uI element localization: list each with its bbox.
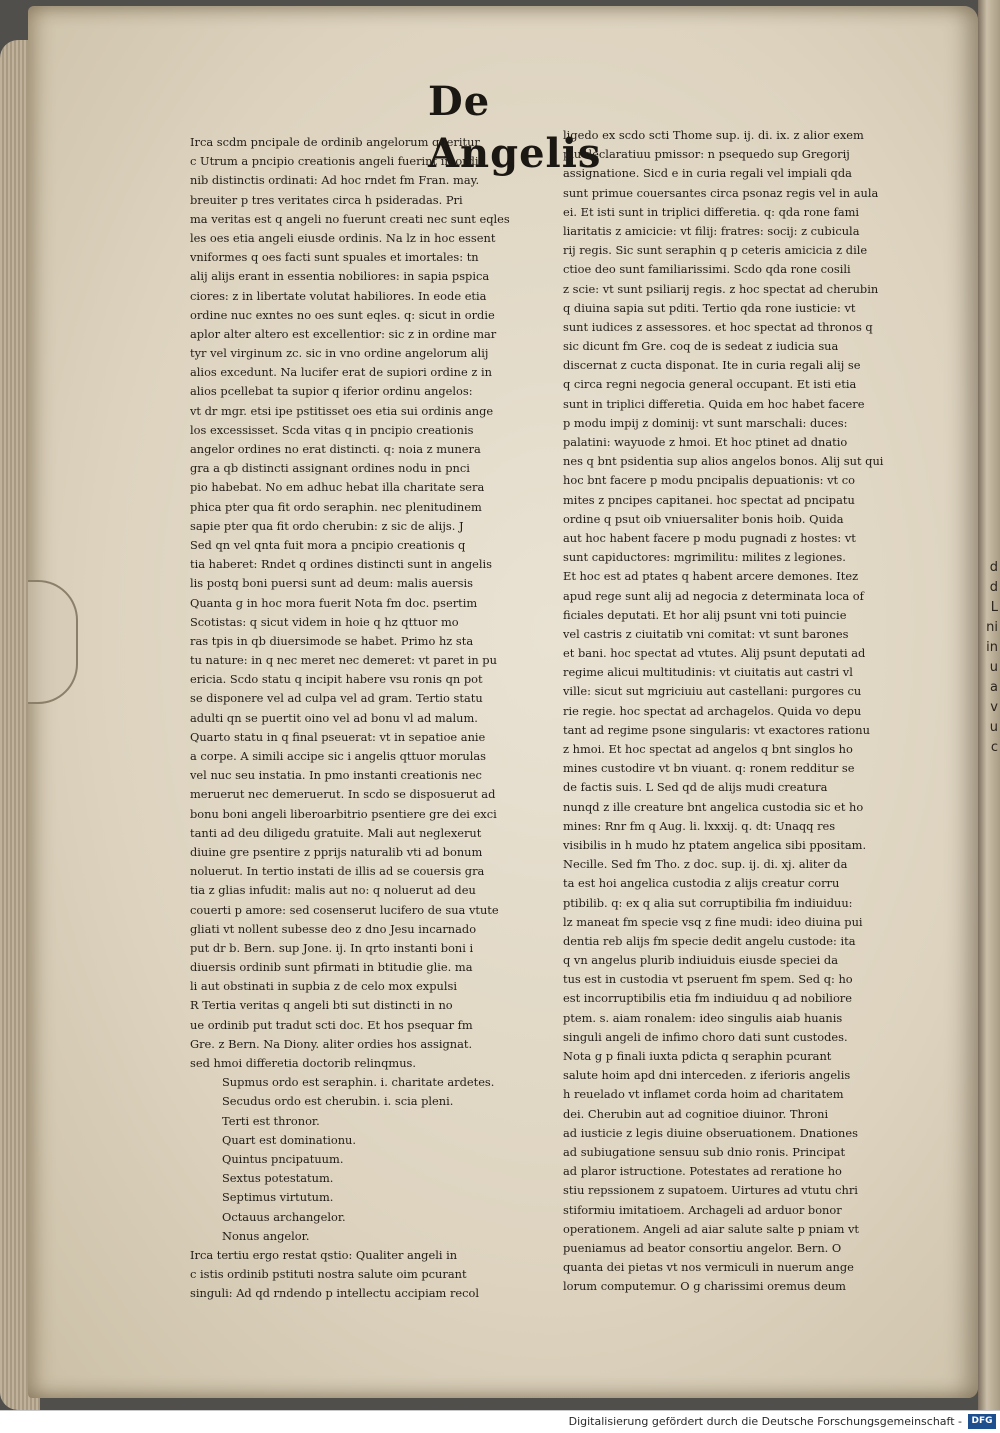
text-line: R Tertia veritas q angeli bti sut distincti in no [190, 998, 453, 1013]
text-line: apud rege sunt alij ad negocia z determinata loca of [563, 588, 864, 603]
text-line: z hmoi. Et hoc spectat ad angelos q bnt singlos ho [563, 742, 853, 756]
text-line: los excessisset. Scda vitas q in pncipio creationis [190, 422, 474, 437]
text-line: dei. Cherubin aut ad cognitioe diuinor. Throni [563, 1106, 829, 1121]
text-line: ta est hoi angelica custodia z alijs creatur corru [563, 876, 840, 891]
text-line: Terti est thronor. [222, 1113, 320, 1128]
text-line: mines: Rnr fm q Aug. li. lxxxij. q. dt: Unaqq res [563, 818, 836, 833]
text-line: alios pcellebat ta supior q iferior ordinu angelos: [190, 384, 473, 399]
text-line: vel castris z ciuitatib vni comitat: vt sunt barones [563, 626, 849, 641]
text-line: tia haberet: Rndet q ordines distincti sunt in angelis [190, 557, 493, 572]
text-line: ptibilib. q: ex q alia sut corruptibilia fm indiuiduu: [563, 895, 853, 910]
text-line: meruerut nec demeruerut. In scdo se disposuerut ad [190, 787, 496, 802]
text-line: phica pter qua fit ordo seraphin. nec plenitudinem [190, 499, 482, 514]
text-line: ue ordinib put tradut scti doc. Et hos psequar fm [190, 1017, 473, 1032]
text-line: diuersis ordinib sunt pfirmati in btitudie glie. ma [190, 960, 473, 975]
text-line: q diuina sapia sut pditi. Tertio qda rone iusticie: vt [563, 300, 856, 315]
text-line: h reuelado vt inflamet corda hoim ad charitatem [563, 1087, 844, 1102]
text-line: couerti p amore: sed cosenserut lucifero de sua vtute [190, 902, 499, 917]
text-line: rie regie. hoc spectat ad archagelos. Quida vo depu [563, 703, 862, 718]
text-line: noluerut. In tertio instati de illis ad se couersis gra [190, 864, 485, 879]
text-line: alios excedunt. Na lucifer erat de supiori ordine z in [190, 365, 492, 380]
text-line: Nota g p finali iuxta pdicta q seraphin pcurant [563, 1049, 832, 1063]
text-line: c Utrum a pncipio creationis angeli fuerint in ordi [190, 154, 479, 169]
text-line: ordine nuc exntes no oes sunt eqles. q: sicut in ordie [190, 307, 495, 322]
text-line: mites z pncipes capitanei. hoc spectat ad pncipatu [563, 492, 855, 507]
text-line: ordine q psut oib vniuersaliter bonis hoib. Quida [563, 511, 844, 526]
text-line: regime alicui multitudinis: vt ciuitatis aut castri vl [563, 665, 853, 680]
text-line: Quarto statu in q final pseuerat: vt in sepatioe anie [190, 729, 486, 744]
text-line: ville: sicut sut mgriciuiu aut castellani: purgores cu [563, 684, 862, 699]
text-line: lis postq boni puersi sunt ad deum: malis auersis [190, 576, 473, 591]
text-line: hoc bnt facere p modu pncipalis depuationis: vt co [563, 473, 855, 488]
text-line: Quanta g in hoc mora fuerit Nota fm doc. psertim [190, 595, 478, 610]
margin-fragment: ni [986, 620, 998, 635]
text-line: c istis ordinib pstituti nostra salute oim pcurant [190, 1267, 467, 1282]
text-line: sunt iudices z assessores. et hoc spectat ad thronos q [563, 319, 873, 334]
text-line: sed hmoi differetia doctorib relinqmus. [190, 1056, 417, 1070]
margin-fragment: u [989, 720, 998, 735]
text-line: Septimus virtutum. [222, 1190, 334, 1205]
text-line: Necille. Sed fm Tho. z doc. sup. ij. di. xj. aliter da [563, 857, 848, 872]
facing-page-edge [978, 0, 1000, 1410]
text-line: ad plaror istructione. Potestates ad reratione ho [563, 1164, 842, 1179]
text-line: gra a qb distincti assignant ordines nodu in pnci [190, 461, 470, 476]
text-line: Quart est dominationu. [222, 1132, 356, 1147]
text-line: vel nuc seu instatia. In pmo instanti creationis nec [190, 768, 482, 783]
text-line: ei. Et isti sunt in triplici differetia. q: qda rone fami [563, 204, 860, 219]
text-line: singuli: Ad qd rndendo p intellectu accipiam recol [190, 1286, 480, 1301]
text-line: Secudus ordo est cherubin. i. scia pleni. [222, 1094, 454, 1109]
text-line: put dr b. Bern. sup Jone. ij. In qrto instanti boni i [190, 940, 474, 955]
text-line: mines custodire vt bn viuant. q: ronem redditur se [563, 761, 855, 776]
text-line: Sed qn vel qnta fuit mora a pncipio creationis q [190, 537, 466, 552]
margin-fragment: c [990, 740, 998, 755]
text-line: diuine gre psentire z pprijs naturalib vti ad bonum [190, 844, 483, 859]
text-line: angelor ordines no erat distincti. q: noia z munera [190, 442, 481, 456]
text-line: z scie: vt sunt psiliarij regis. z hoc spectat ad cherubin [563, 281, 879, 296]
text-line: aplor alter altero est excellentior: sic z in ordine mar [190, 326, 497, 341]
text-line: Irca tertiu ergo restat qstio: Qualiter angeli in [190, 1247, 458, 1262]
margin-fragment: d [989, 580, 998, 595]
text-line: nib distinctis ordinati: Ad hoc rndet fm Fran. may. [190, 173, 480, 188]
text-line: visibilis in h mudo hz ptatem angelica sibi ppositam. [563, 837, 867, 852]
text-line: ras tpis in qb diuersimode se habet. Primo hz sta [190, 633, 474, 648]
text-line: plu declaratiuu pmissor: n psequedo sup Gregorij [563, 147, 850, 162]
margin-fragment: d [989, 560, 998, 575]
text-line: ligedo ex scdo scti Thome sup. ij. di. ix. z alior exem [563, 128, 864, 142]
text-line: Scotistas: q sicut videm in hoie q hz qttuor mo [190, 614, 459, 629]
text-line: liaritatis z amicicie: vt filij: fratres: socij: z cubicula [563, 223, 860, 238]
text-line: sunt primue couersantes circa psonaz regis vel in aula [563, 185, 879, 200]
text-line: Supmus ordo est seraphin. i. charitate ardetes. [222, 1075, 495, 1090]
left-text-column [190, 133, 552, 1303]
text-line: sunt capiductores: mgrimilitu: milites z legiones. [563, 550, 846, 565]
text-line: ficiales deputati. Et hor alij psunt vni toti puincie [563, 607, 847, 622]
text-line: tanti ad deu diligedu gratuite. Mali aut neglexerut [190, 825, 482, 840]
text-line: q circa regni negocia general occupant. Et isti etia [563, 377, 857, 392]
text-line: palatini: wayuode z hmoi. Et hoc ptinet ad dnatio [563, 435, 848, 449]
text-line: assignatione. Sicd e in curia regali vel impiali qda [563, 166, 852, 181]
margin-fragment: in [986, 640, 998, 655]
text-line: sapie pter qua fit ordo cherubin: z sic de alijs. J [190, 518, 464, 533]
footer-bar [0, 1410, 1000, 1433]
text-line: lz maneat fm specie vsq z fine mudi: ideo diuina pui [563, 914, 863, 929]
text-line: li aut obstinati in supbia z de celo mox expulsi [190, 979, 457, 994]
text-line: est incorruptibilis etia fm indiuiduu q ad nobiliore [563, 991, 852, 1006]
text-line: stiu repssionem z supatoem. Uirtures ad vtutu chri [563, 1183, 858, 1198]
text-line: nes q bnt psidentia sup alios angelos bonos. Alij sut qui [563, 454, 884, 469]
margin-fragment: a [990, 680, 998, 695]
text-line: operationem. Angeli ad aiar salute salte p pniam vt [563, 1221, 860, 1236]
text-line: sic dicunt fm Gre. coq de is sedeat z iudicia sua [563, 339, 839, 354]
text-line: p modu impij z dominij: vt sunt marschali: duces: [563, 415, 848, 430]
margin-fragment: L [990, 600, 998, 615]
dfg-logo: DFG [968, 1414, 996, 1429]
text-line: vt dr mgr. etsi ipe pstitisset oes etia sui ordinis ange [190, 403, 494, 418]
text-line: ma veritas est q angeli no fuerunt creati nec sunt eqles [190, 211, 510, 226]
text-line: Quintus pncipatuum. [222, 1151, 344, 1166]
text-line: salute hoim apd dni interceden. z iferioris angelis [563, 1068, 851, 1083]
text-line: se disponere vel ad culpa vel ad gram. Tertio statu [190, 691, 483, 706]
text-line: tu nature: in q nec meret nec demeret: vt paret in pu [190, 653, 497, 668]
text-line: tia z glias infudit: malis aut no: q noluerut ad deu [190, 883, 476, 898]
text-line: sunt in triplici differetia. Quida em hoc habet facere [563, 396, 865, 411]
page-fold [28, 580, 78, 704]
text-line: breuiter p tres veritates circa h psideradas. Pri [190, 192, 463, 207]
text-line: ad iusticie z legis diuine obseruationem. Dnationes [563, 1125, 858, 1140]
page-heading: De Angelis [428, 78, 602, 177]
text-line: tyr vel virginum zc. sic in vno ordine angelorum alij [190, 346, 489, 361]
text-line: gliati vt nollent subesse deo z dno Jesu incarnado [190, 921, 477, 936]
text-line: alij alijs erant in essentia nobiliores: in sapia pspica [190, 269, 490, 284]
text-line: ericia. Scdo statu q incipit habere vsu ronis qn pot [190, 672, 483, 687]
text-line: stiformiu imitatioem. Archageli ad arduor bonor [563, 1202, 842, 1217]
text-line: les oes etia angeli eiusde ordinis. Na lz in hoc essent [190, 230, 496, 245]
text-line: Irca scdm pncipale de ordinib angelorum queritur [190, 135, 480, 149]
text-line: ptem. s. aiam ronalem: ideo singulis aiab huanis [563, 1010, 843, 1025]
margin-fragment: u [989, 660, 998, 675]
text-line: Gre. z Bern. Na Diony. aliter ordies hos assignat. [190, 1036, 473, 1051]
text-line: quanta dei pietas vt nos vermiculi in nuerum ange [563, 1260, 854, 1275]
right-text-column [563, 126, 926, 1296]
text-line: vniformes q oes facti sunt spuales et imortales: tn [190, 250, 479, 265]
text-line: tus est in custodia vt pseruent fm spem. Sed q: ho [563, 972, 853, 987]
text-line: bonu boni angeli liberoarbitrio psentiere gre dei exci [190, 806, 497, 821]
text-line: rij regis. Sic sunt seraphin q p ceteris amicicia z dile [563, 243, 868, 258]
text-line: Octauus archangelor. [222, 1209, 346, 1224]
text-line: q vn angelus plurib indiuiduis eiusde speciei da [563, 953, 839, 968]
text-line: Et hoc est ad ptates q habent arcere demones. Itez [563, 569, 859, 584]
text-line: ciores: z in libertate volutat habiliores. In eode etia [190, 288, 487, 303]
text-line: et bani. hoc spectat ad vtutes. Alij psunt deputati ad [563, 646, 866, 661]
text-line: nunqd z ille creature bnt angelica custodia sic et ho [563, 799, 864, 814]
text-line: pueniamus ad beator consortiu angelor. Bern. O [563, 1240, 842, 1255]
text-line: a corpe. A simili accipe sic i angelis qttuor morulas [190, 749, 486, 763]
text-line: singuli angeli de infimo choro dati sunt custodes. [563, 1029, 848, 1044]
text-line: tant ad regime psone singularis: vt exactores rationu [563, 722, 870, 737]
text-line: Sextus potestatum. [222, 1171, 334, 1186]
margin-fragment: v [990, 700, 998, 715]
footer-credit: Digitalisierung gefördert durch die Deutsche Forschungsgemeinschaft - [568, 1415, 962, 1428]
text-line: discernat z cucta disponat. Ite in curia regali alij se [563, 358, 861, 373]
text-line: ad subiugatione sensuu sub dnio ronis. Principat [563, 1144, 846, 1159]
text-line: de factis suis. L Sed qd de alijs mudi creatura [563, 780, 828, 795]
text-line: Nonus angelor. [222, 1228, 310, 1243]
text-line: adulti qn se puertit oino vel ad bonu vl ad malum. [190, 710, 478, 725]
text-line: ctioe deo sunt familiarissimi. Scdo qda rone cosili [563, 262, 851, 277]
text-line: aut hoc habent facere p modu pugnadi z hostes: vt [563, 530, 856, 545]
text-line: pio habebat. No em adhuc hebat illa charitate sera [190, 480, 485, 495]
text-line: lorum computemur. O g charissimi oremus deum [563, 1279, 846, 1294]
text-line: dentia reb alijs fm specie dedit angelu custode: ita [563, 933, 856, 948]
